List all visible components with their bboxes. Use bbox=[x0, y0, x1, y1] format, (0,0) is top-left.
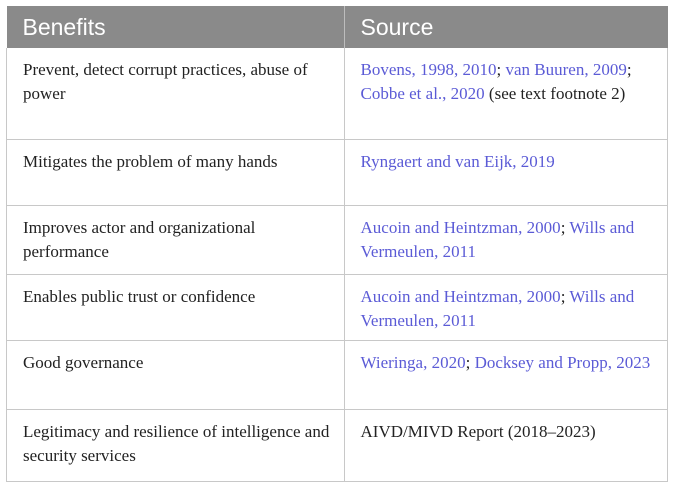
source-cell bbox=[344, 140, 668, 206]
citation-link[interactable]: Ryngaert and van Eijk, 2019 bbox=[360, 152, 555, 172]
table-row bbox=[7, 409, 668, 481]
table-row bbox=[7, 140, 668, 206]
benefit-cell: Prevent, detect corrupt practices, abuse of power bbox=[7, 48, 345, 140]
benefit-cell: Enables public trust or confidence bbox=[7, 274, 345, 340]
header-row bbox=[7, 6, 668, 48]
citation-link[interactable]: Bovens, 1998, 2010 bbox=[360, 60, 497, 79]
benefit-cell: Improves actor and organizational performance bbox=[7, 206, 345, 274]
source-cell bbox=[344, 341, 668, 409]
benefit-cell: Mitigates the problem of many hands bbox=[7, 140, 345, 206]
source-cell bbox=[344, 274, 668, 340]
table-row bbox=[7, 341, 668, 409]
separator: ; bbox=[496, 60, 506, 79]
citation-link[interactable]: Wieringa, 2020 bbox=[360, 353, 466, 373]
source-cell bbox=[344, 48, 668, 140]
table-row bbox=[7, 48, 668, 140]
source-text: AIVD/MIVD Report (2018–2023) bbox=[360, 421, 596, 441]
citation-link[interactable]: Aucoin and Heintzman, 2000 bbox=[360, 218, 561, 238]
citation-link[interactable]: van Buuren, 2009 bbox=[505, 60, 627, 79]
table-row bbox=[7, 274, 668, 340]
table-row bbox=[7, 206, 668, 274]
citation-link[interactable]: Aucoin and Heintzman, 2000 bbox=[360, 286, 561, 306]
citation-link[interactable]: Cobbe et al., 2020 bbox=[360, 84, 485, 103]
source-cell bbox=[344, 206, 668, 274]
separator: ; bbox=[626, 60, 632, 79]
footnote-text: (see text footnote 2) bbox=[484, 84, 626, 103]
separator: ; bbox=[560, 218, 570, 238]
benefit-cell: Legitimacy and resilience of intelligence and security services bbox=[7, 409, 345, 481]
citation-link[interactable]: Wills and Vermeulen, 2011 bbox=[360, 286, 635, 330]
header-source: Source bbox=[344, 6, 668, 48]
separator: ; bbox=[560, 286, 570, 306]
separator: ; bbox=[465, 353, 475, 373]
header-benefits: Benefits bbox=[7, 6, 345, 48]
source-cell bbox=[344, 409, 668, 481]
benefits-table bbox=[6, 6, 668, 482]
citation-link[interactable]: Wills and Vermeulen, 2011 bbox=[360, 218, 635, 262]
citation-link[interactable]: Docksey and Propp, 2023 bbox=[474, 353, 651, 373]
benefit-cell: Good governance bbox=[7, 341, 345, 409]
